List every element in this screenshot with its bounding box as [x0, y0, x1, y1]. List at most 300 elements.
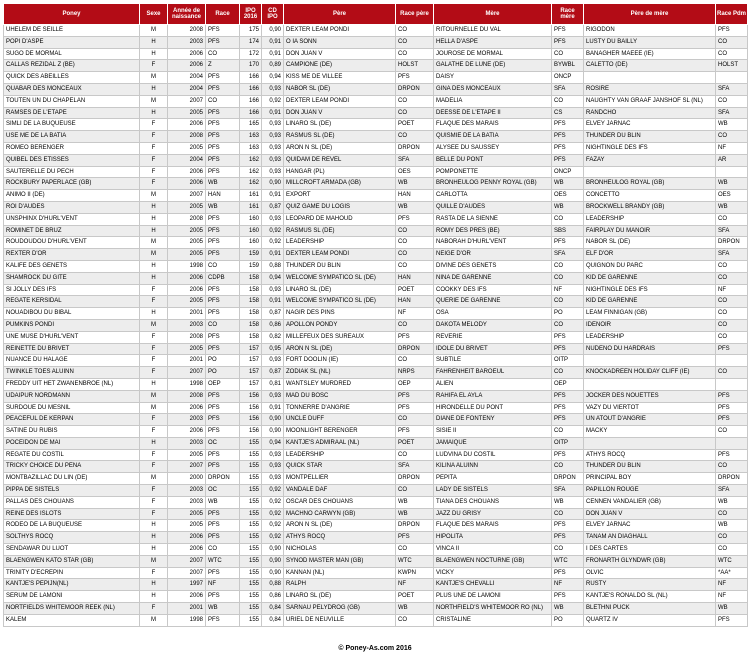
cell-race-mere: WB	[552, 603, 584, 615]
cell-pere-de-mere	[584, 378, 716, 390]
cell-race-mere: DRPON	[552, 473, 584, 485]
cell-race-pdm: SFA	[716, 225, 748, 237]
cell-cd-ipo: 0,93	[262, 83, 284, 95]
cell-race: PFS	[206, 249, 240, 261]
cell-ipo: 155	[240, 437, 262, 449]
cell-sexe: H	[140, 36, 168, 48]
cell-ipo: 158	[240, 296, 262, 308]
cell-race: PFS	[206, 284, 240, 296]
cell-race-pdm: CO	[716, 48, 748, 60]
table-row	[4, 579, 748, 591]
cell-ipo: 155	[240, 532, 262, 544]
cell-race: PFS	[206, 83, 240, 95]
cell-annee: 2005	[168, 296, 206, 308]
cell-annee: 2006	[168, 591, 206, 603]
cell-pere-de-mere: FRONARTH GLYNDWR (GB)	[584, 555, 716, 567]
cell-annee: 2007	[168, 367, 206, 379]
cell-race-pere: DRPON	[396, 83, 434, 95]
cell-race-mere: CO	[552, 260, 584, 272]
cell-race-pdm: AR	[716, 154, 748, 166]
cell-race-pere: CO	[396, 36, 434, 48]
cell-mere: HIPOLITA	[434, 532, 552, 544]
table-row	[4, 603, 748, 615]
cell-race-mere: NF	[552, 579, 584, 591]
cell-pere-de-mere: RUSTY	[584, 579, 716, 591]
cell-race-mere: PFS	[552, 414, 584, 426]
cell-pere-de-mere: BROCKWELL BRANDY (GB)	[584, 201, 716, 213]
cell-pere: MILLEFEUX DES SUREAUX	[284, 331, 396, 343]
cell-poney: SIMLI DE LA BUQUEUSE	[4, 119, 140, 131]
cell-race: PFS	[206, 402, 240, 414]
cell-race-mere: CO	[552, 213, 584, 225]
cell-mere: SISIE II	[434, 426, 552, 438]
cell-sexe: F	[140, 367, 168, 379]
cell-annee: 1998	[168, 614, 206, 626]
cell-race: PFS	[206, 591, 240, 603]
cell-poney: SHAMROCK DU GITE	[4, 272, 140, 284]
cell-pere-de-mere: TANAM AN DIAGHALL	[584, 532, 716, 544]
cell-race-pdm	[716, 437, 748, 449]
cell-annee: 2004	[168, 83, 206, 95]
table-row	[4, 508, 748, 520]
table-row	[4, 166, 748, 178]
cell-poney: SURDOUE DU MESNIL	[4, 402, 140, 414]
cell-race-pere: OEP	[396, 378, 434, 390]
cell-pere: QUIZ GAME DU LOGIS	[284, 201, 396, 213]
cell-sexe: F	[140, 603, 168, 615]
cell-pere-de-mere: LEADERSHIP	[584, 213, 716, 225]
cell-race-mere: PFS	[552, 119, 584, 131]
cell-ipo: 165	[240, 119, 262, 131]
cell-cd-ipo: 0,95	[262, 343, 284, 355]
cell-cd-ipo: 0,90	[262, 414, 284, 426]
cell-race-pere: PFS	[396, 72, 434, 84]
cell-mere: ALYSEE DU SAUSSEY	[434, 142, 552, 154]
cell-pere: UNCLE DUFF	[284, 414, 396, 426]
cell-mere: QUILLE D'AUDES	[434, 201, 552, 213]
cell-pere-de-mere: QUARTZ IV	[584, 614, 716, 626]
cell-race-pere: PFS	[396, 331, 434, 343]
cell-poney: TWINKLE TOES ALUINN	[4, 367, 140, 379]
cell-race-pdm: SFA	[716, 485, 748, 497]
cell-pere-de-mere: THUNDER DU BLIN	[584, 461, 716, 473]
table-row	[4, 225, 748, 237]
cell-annee: 2005	[168, 449, 206, 461]
cell-mere: JAZZ DU GRISY	[434, 508, 552, 520]
cell-race-mere: PFS	[552, 532, 584, 544]
cell-race-pdm	[716, 166, 748, 178]
cell-poney: QUABAR DES MONCEAUX	[4, 83, 140, 95]
cell-poney: ROUDOUDOU D'HURL'VENT	[4, 237, 140, 249]
cell-ipo: 155	[240, 614, 262, 626]
cell-pere: WELCOME SYMPATICO SL (DE)	[284, 272, 396, 284]
cell-sexe: F	[140, 496, 168, 508]
cell-race: PFS	[206, 331, 240, 343]
cell-race: PFS	[206, 36, 240, 48]
cell-cd-ipo: 0,92	[262, 237, 284, 249]
cell-race-pere: WB	[396, 496, 434, 508]
cell-race-pere: DRPON	[396, 343, 434, 355]
cell-poney: SUGO DE MORMAL	[4, 48, 140, 60]
cell-annee: 2005	[168, 343, 206, 355]
cell-pere: OSCAR DES CHOUANS	[284, 496, 396, 508]
cell-cd-ipo: 0,89	[262, 60, 284, 72]
cell-race-pdm: PFS	[716, 414, 748, 426]
cell-pere-de-mere	[584, 166, 716, 178]
cell-mere: NORTHFIELD'S WHITEMOOR RO (NL)	[434, 603, 552, 615]
cell-race: PFS	[206, 614, 240, 626]
cell-pere: SYNOD MASTER MAN (GB)	[284, 555, 396, 567]
cell-race-pere: CO	[396, 131, 434, 143]
cell-pere-de-mere: ELF D'OR	[584, 249, 716, 261]
cell-race-mere: WB	[552, 201, 584, 213]
cell-race-pere: CO	[396, 95, 434, 107]
cell-race-mere: SBS	[552, 225, 584, 237]
cell-race-pdm: CO	[716, 95, 748, 107]
cell-mere: NEIGE D'OR	[434, 249, 552, 261]
cell-race: PFS	[206, 508, 240, 520]
cell-race-pere: SFA	[396, 461, 434, 473]
cell-race-pdm: SFA	[716, 83, 748, 95]
cell-pere: FORT DOOLIN (IE)	[284, 355, 396, 367]
cell-pere-de-mere: NIGHTINGLE DES IFS	[584, 142, 716, 154]
ranking-table	[3, 3, 748, 627]
cell-pere-de-mere: CALETTO (DE)	[584, 60, 716, 72]
table-row	[4, 249, 748, 261]
cell-pere: CAMPIONE (DE)	[284, 60, 396, 72]
cell-race-pdm: WB	[716, 603, 748, 615]
cell-ipo: 162	[240, 178, 262, 190]
cell-poney: UDAIPUR NORDMANN	[4, 390, 140, 402]
cell-annee: 2007	[168, 190, 206, 202]
cell-pere: WANTSLEY MURDRED	[284, 378, 396, 390]
cell-race-mere: PFS	[552, 449, 584, 461]
cell-sexe: M	[140, 319, 168, 331]
cell-sexe: F	[140, 485, 168, 497]
cell-poney: BLAENGWEN KATO STAR (GB)	[4, 555, 140, 567]
cell-race-pere: CO	[396, 355, 434, 367]
cell-race-pere: HAN	[396, 190, 434, 202]
cell-annee: 2004	[168, 154, 206, 166]
cell-mere: FAHRENHEIT BAROEUL	[434, 367, 552, 379]
cell-sexe: F	[140, 567, 168, 579]
cell-sexe: M	[140, 25, 168, 37]
cell-race-pdm: CO	[716, 331, 748, 343]
cell-pere: ZODIAK SL (NL)	[284, 367, 396, 379]
cell-pere: NICHOLAS	[284, 544, 396, 556]
cell-pere: MILLCROFT ARMADA (GB)	[284, 178, 396, 190]
cell-cd-ipo: 0,87	[262, 201, 284, 213]
cell-race-mere: OES	[552, 190, 584, 202]
cell-ipo: 155	[240, 485, 262, 497]
cell-mere: BRONHEULOG PENNY ROYAL (GB)	[434, 178, 552, 190]
table-row	[4, 591, 748, 603]
cell-race-pdm: WTC	[716, 555, 748, 567]
cell-pere-de-mere: KID DE GARENNE	[584, 272, 716, 284]
cell-pere: ARON N SL (DE)	[284, 142, 396, 154]
cell-ipo: 158	[240, 308, 262, 320]
cell-race: PFS	[206, 532, 240, 544]
cell-poney: POPI D'ASPE	[4, 36, 140, 48]
cell-pere: QUIDAM DE REVEL	[284, 154, 396, 166]
cell-ipo: 159	[240, 249, 262, 261]
cell-race-mere: PFS	[552, 154, 584, 166]
cell-cd-ipo: 0,92	[262, 508, 284, 520]
cell-sexe: M	[140, 390, 168, 402]
column-header-ipo: IPO 2016	[240, 4, 262, 25]
cell-pere-de-mere: JOCKER DES NOUETTES	[584, 390, 716, 402]
cell-annee: 1998	[168, 378, 206, 390]
cell-race: WB	[206, 496, 240, 508]
cell-mere: JOUROSE DE MORMAL	[434, 48, 552, 60]
cell-race-pere: CO	[396, 237, 434, 249]
cell-race: OEP	[206, 378, 240, 390]
cell-annee: 2003	[168, 437, 206, 449]
cell-poney: UNE MUSE D'HURL'VENT	[4, 331, 140, 343]
cell-pere: LINARO SL (DE)	[284, 591, 396, 603]
cell-pere-de-mere: KNOCKADREEN HOLIDAY CLIFF (IE)	[584, 367, 716, 379]
cell-sexe: F	[140, 449, 168, 461]
cell-poney: TOUTEN UN DU CHAPELAN	[4, 95, 140, 107]
cell-mere: NINA DE GARENNE	[434, 272, 552, 284]
table-row	[4, 473, 748, 485]
cell-cd-ipo: 0,93	[262, 142, 284, 154]
cell-race-mere: PFS	[552, 402, 584, 414]
cell-pere: ARON N SL (DE)	[284, 343, 396, 355]
cell-poney: MONTBAZILLAC DU LIN (DE)	[4, 473, 140, 485]
cell-race-mere: CO	[552, 544, 584, 556]
cell-race-pere: CO	[396, 225, 434, 237]
cell-race-mere: CO	[552, 272, 584, 284]
cell-race-pdm: NF	[716, 142, 748, 154]
cell-ipo: 155	[240, 449, 262, 461]
cell-mere: ALIEN	[434, 378, 552, 390]
cell-ipo: 172	[240, 48, 262, 60]
cell-pere: THUNDER DU BLIN	[284, 260, 396, 272]
cell-ipo: 155	[240, 603, 262, 615]
cell-race-pere: CO	[396, 25, 434, 37]
cell-race: PFS	[206, 461, 240, 473]
cell-cd-ipo: 0,93	[262, 355, 284, 367]
cell-race-pere: SFA	[396, 154, 434, 166]
cell-mere: BELLE DU PONT	[434, 154, 552, 166]
cell-cd-ipo: 0,88	[262, 260, 284, 272]
cell-poney: ROCKBURY PAPERLACE (GB)	[4, 178, 140, 190]
cell-ipo: 158	[240, 331, 262, 343]
cell-sexe: M	[140, 72, 168, 84]
cell-race-pdm: CO	[716, 544, 748, 556]
cell-mere: FLAQUE DES MARAIS	[434, 119, 552, 131]
cell-race-pdm: WB	[716, 119, 748, 131]
cell-cd-ipo: 0,90	[262, 544, 284, 556]
cell-race-pdm: NF	[716, 579, 748, 591]
cell-race: PFS	[206, 237, 240, 249]
cell-pere: KISS ME DE VILLEE	[284, 72, 396, 84]
cell-annee: 2003	[168, 36, 206, 48]
cell-mere: COOKKY DES IFS	[434, 284, 552, 296]
cell-cd-ipo: 0,84	[262, 603, 284, 615]
table-row	[4, 414, 748, 426]
cell-race-mere: CO	[552, 319, 584, 331]
cell-pere: EXPORT	[284, 190, 396, 202]
cell-race: WB	[206, 201, 240, 213]
table-row	[4, 201, 748, 213]
cell-ipo: 163	[240, 142, 262, 154]
cell-annee: 2005	[168, 508, 206, 520]
cell-race-mere: PFS	[552, 343, 584, 355]
cell-race-mere: PFS	[552, 36, 584, 48]
column-header-cd-ipo: CD IPO	[262, 4, 284, 25]
cell-sexe: M	[140, 402, 168, 414]
cell-cd-ipo: 0,93	[262, 461, 284, 473]
cell-race-pere: POET	[396, 119, 434, 131]
cell-race-pdm: CO	[716, 426, 748, 438]
cell-annee: 2003	[168, 414, 206, 426]
column-header-annee: Année de naissance	[168, 4, 206, 25]
cell-race-pdm	[716, 72, 748, 84]
cell-ipo: 155	[240, 473, 262, 485]
cell-race-pere: CO	[396, 414, 434, 426]
cell-race-pere: PFS	[396, 213, 434, 225]
cell-poney: ROMEO BERENGER	[4, 142, 140, 154]
table-row	[4, 402, 748, 414]
cell-race-mere: OITP	[552, 355, 584, 367]
cell-annee: 2007	[168, 567, 206, 579]
cell-poney: REGATE DU COSTIL	[4, 449, 140, 461]
cell-race-pdm: CO	[716, 532, 748, 544]
cell-annee: 2006	[168, 178, 206, 190]
cell-ipo: 155	[240, 579, 262, 591]
cell-race: PO	[206, 355, 240, 367]
table-row	[4, 437, 748, 449]
cell-annee: 2006	[168, 119, 206, 131]
cell-cd-ipo: 0,90	[262, 567, 284, 579]
cell-pere: WELCOME SYMPATICO SL (DE)	[284, 296, 396, 308]
cell-race: CDPB	[206, 272, 240, 284]
cell-race-pere: NF	[396, 579, 434, 591]
cell-race-mere: SFA	[552, 485, 584, 497]
cell-pere-de-mere: ROSIRE	[584, 83, 716, 95]
table-row	[4, 319, 748, 331]
cell-ipo: 155	[240, 544, 262, 556]
cell-race-mere: CO	[552, 508, 584, 520]
cell-annee: 2004	[168, 72, 206, 84]
table-row	[4, 95, 748, 107]
cell-pere-de-mere: CENNEN VANDALIER (GB)	[584, 496, 716, 508]
cell-race-pere: CO	[396, 319, 434, 331]
cell-mere: OSA	[434, 308, 552, 320]
column-header-poney: Poney	[4, 4, 140, 25]
cell-cd-ipo: 0,93	[262, 131, 284, 143]
cell-race-mere: PO	[552, 614, 584, 626]
column-header-mere: Mère	[434, 4, 552, 25]
cell-race: PFS	[206, 390, 240, 402]
cell-poney: SAUTERELLE DU PECH	[4, 166, 140, 178]
table-row	[4, 426, 748, 438]
cell-pere-de-mere: LUSTY DU BAILLY	[584, 36, 716, 48]
cell-sexe: H	[140, 260, 168, 272]
cell-mere: ROMY DES PRES (BE)	[434, 225, 552, 237]
cell-ipo: 155	[240, 461, 262, 473]
cell-race-pdm: WB	[716, 496, 748, 508]
cell-race-pere: PFS	[396, 390, 434, 402]
cell-sexe: F	[140, 461, 168, 473]
cell-annee: 2001	[168, 308, 206, 320]
cell-race-pdm: SFA	[716, 249, 748, 261]
cell-poney: UNSPHINX D'HURL'VENT	[4, 213, 140, 225]
cell-ipo: 155	[240, 496, 262, 508]
cell-cd-ipo: 0,91	[262, 36, 284, 48]
cell-poney: NOUADIBOU DU BIBAL	[4, 308, 140, 320]
cell-ipo: 166	[240, 83, 262, 95]
cell-race: PFS	[206, 131, 240, 143]
cell-poney: CALLAS REZIDAL Z (BE)	[4, 60, 140, 72]
cell-cd-ipo: 0,81	[262, 378, 284, 390]
cell-mere: KILINA ALUINN	[434, 461, 552, 473]
cell-poney: PIPPA DE SISTELS	[4, 485, 140, 497]
cell-pere-de-mere: LEADERSHIP	[584, 331, 716, 343]
cell-ipo: 158	[240, 272, 262, 284]
cell-poney: RODEO DE LA BUQUEUSE	[4, 520, 140, 532]
cell-poney: PALLAS DES CHOUANS	[4, 496, 140, 508]
cell-race-mere: ONCP	[552, 72, 584, 84]
cell-race-pdm: CO	[716, 308, 748, 320]
cell-mere: POMPONETTE	[434, 166, 552, 178]
cell-race-pdm: WB	[716, 520, 748, 532]
cell-cd-ipo: 0,92	[262, 520, 284, 532]
cell-ipo: 156	[240, 390, 262, 402]
cell-cd-ipo: 0,92	[262, 485, 284, 497]
cell-race-pdm: HOLST	[716, 60, 748, 72]
cell-mere: GALATHE DE LUNE (DE)	[434, 60, 552, 72]
cell-race-mere: OITP	[552, 437, 584, 449]
cell-mere: RAHIFA EL AYLA	[434, 390, 552, 402]
cell-race-mere: WB	[552, 178, 584, 190]
cell-poney: SERUM DE LAMONI	[4, 591, 140, 603]
cell-mere: MADELIA	[434, 95, 552, 107]
cell-annee: 2006	[168, 544, 206, 556]
cell-cd-ipo: 0,93	[262, 213, 284, 225]
cell-race-pere: DRPON	[396, 142, 434, 154]
table-row	[4, 107, 748, 119]
table-row	[4, 449, 748, 461]
cell-race-mere: PFS	[552, 390, 584, 402]
table-row	[4, 284, 748, 296]
cell-poney: QUICK DES ABEILLES	[4, 72, 140, 84]
cell-ipo: 175	[240, 25, 262, 37]
cell-annee: 2001	[168, 355, 206, 367]
cell-poney: PUMKINS PONDI	[4, 319, 140, 331]
cell-race-pdm: PFS	[716, 402, 748, 414]
cell-mere: FLAQUE DES MARAIS	[434, 520, 552, 532]
cell-annee: 2006	[168, 48, 206, 60]
cell-race: PFS	[206, 72, 240, 84]
cell-race-pere: WB	[396, 201, 434, 213]
cell-sexe: H	[140, 532, 168, 544]
cell-cd-ipo: 0,93	[262, 284, 284, 296]
cell-pere: SARNAU PELYDROG (GB)	[284, 603, 396, 615]
cell-pere-de-mere: LEAM FINNIGAN (GB)	[584, 308, 716, 320]
cell-mere: JAMAIQUE	[434, 437, 552, 449]
cell-mere: LADY DE SISTELS	[434, 485, 552, 497]
cell-ipo: 157	[240, 367, 262, 379]
table-row	[4, 25, 748, 37]
cell-ipo: 159	[240, 260, 262, 272]
cell-ipo: 161	[240, 190, 262, 202]
table-row	[4, 496, 748, 508]
cell-cd-ipo: 0,82	[262, 331, 284, 343]
cell-race: CO	[206, 319, 240, 331]
